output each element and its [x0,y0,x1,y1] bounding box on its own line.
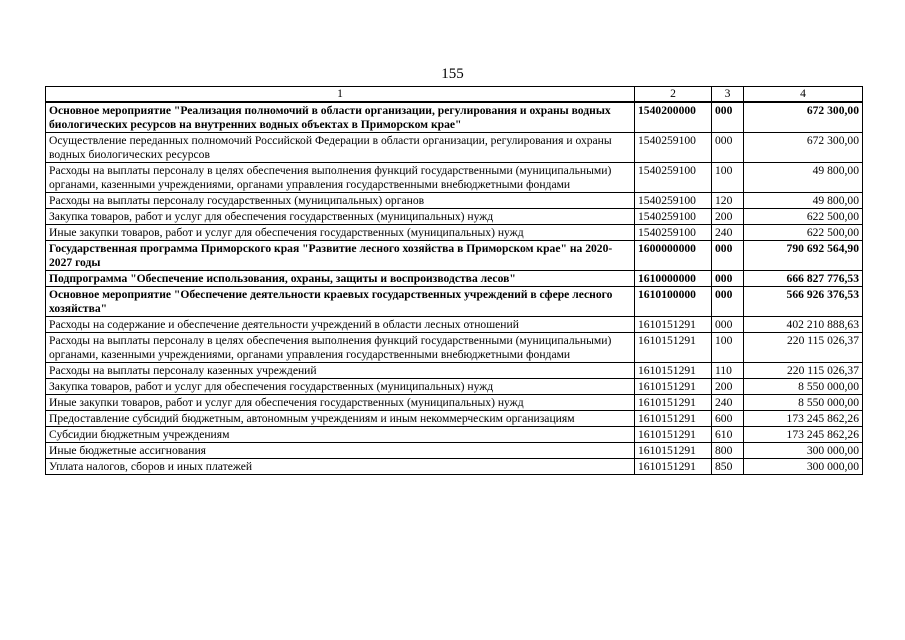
row-code-cell: 1600000000 [635,241,712,271]
row-code-cell: 1610151291 [635,379,712,395]
row-amount-cell: 672 300,00 [744,102,863,133]
row-amount-cell: 300 000,00 [744,443,863,459]
row-code-cell: 1540259100 [635,133,712,163]
row-name-cell: Иные закупки товаров, работ и услуг для обеспечения государственных (муниципальных) нужд [46,225,635,241]
row-amount-cell: 300 000,00 [744,459,863,475]
row-type-cell: 240 [712,395,744,411]
table-row [46,225,863,241]
row-name-cell: Субсидии бюджетным учреждениям [46,427,635,443]
row-code-cell: 1610151291 [635,443,712,459]
row-type-cell: 200 [712,379,744,395]
row-name-cell: Закупка товаров, работ и услуг для обеспечения государственных (муниципальных) нужд [46,209,635,225]
row-code-cell: 1540200000 [635,102,712,133]
table-row [46,427,863,443]
row-amount-cell: 49 800,00 [744,163,863,193]
row-code-cell: 1540259100 [635,209,712,225]
table-row [46,379,863,395]
row-name-cell: Расходы на содержание и обеспечение деятельности учреждений в области лесных отношений [46,317,635,333]
table-row [46,459,863,475]
table-row [46,193,863,209]
budget-table [45,86,863,475]
row-code-cell: 1540259100 [635,225,712,241]
row-amount-cell: 622 500,00 [744,225,863,241]
row-amount-cell: 8 550 000,00 [744,395,863,411]
row-amount-cell: 49 800,00 [744,193,863,209]
row-amount-cell: 672 300,00 [744,133,863,163]
row-name-cell: Подпрограмма "Обеспечение использования, охраны, защиты и воспроизводства лесов" [46,271,635,287]
row-amount-cell: 790 692 564,90 [744,241,863,271]
row-type-cell: 610 [712,427,744,443]
table-row [46,271,863,287]
row-code-cell: 1610151291 [635,317,712,333]
table-row [46,411,863,427]
row-code-cell: 1610151291 [635,395,712,411]
header-cell-code: 2 [635,87,712,103]
header-row [46,87,863,103]
row-type-cell: 000 [712,241,744,271]
table-row [46,317,863,333]
row-name-cell: Уплата налогов, сборов и иных платежей [46,459,635,475]
row-type-cell: 240 [712,225,744,241]
row-name-cell: Расходы на выплаты персоналу в целях обеспечения выполнения функций государственными (муниципальными) органами, казенными учреждениями, органами управления государственными внебюджетными фондами [46,333,635,363]
row-amount-cell: 666 827 776,53 [744,271,863,287]
row-code-cell: 1610000000 [635,271,712,287]
table-row [46,395,863,411]
row-name-cell: Основное мероприятие "Реализация полномочий в области организации, регулирования и охраны водных биологических ресурсов на внутренних водных объектах в Приморском крае" [46,102,635,133]
table-row [46,241,863,271]
row-name-cell: Расходы на выплаты персоналу казенных учреждений [46,363,635,379]
row-code-cell: 1610151291 [635,363,712,379]
row-type-cell: 000 [712,271,744,287]
row-amount-cell: 8 550 000,00 [744,379,863,395]
row-amount-cell: 622 500,00 [744,209,863,225]
row-code-cell: 1610151291 [635,411,712,427]
row-type-cell: 000 [712,287,744,317]
row-code-cell: 1540259100 [635,193,712,209]
row-type-cell: 120 [712,193,744,209]
header-cell-amount: 4 [744,87,863,103]
row-type-cell: 000 [712,133,744,163]
header-cell-type: 3 [712,87,744,103]
row-amount-cell: 220 115 026,37 [744,333,863,363]
row-code-cell: 1610100000 [635,287,712,317]
row-name-cell: Закупка товаров, работ и услуг для обеспечения государственных (муниципальных) нужд [46,379,635,395]
table-row [46,333,863,363]
row-name-cell: Расходы на выплаты персоналу в целях обеспечения выполнения функций государственными (муниципальными) органами, казенными учреждениями, органами управления государственными внебюджетными фондами [46,163,635,193]
row-amount-cell: 220 115 026,37 [744,363,863,379]
row-type-cell: 850 [712,459,744,475]
row-amount-cell: 173 245 862,26 [744,427,863,443]
table-row [46,163,863,193]
table-row [46,443,863,459]
row-type-cell: 800 [712,443,744,459]
row-name-cell: Государственная программа Приморского края "Развитие лесного хозяйства в Приморском крае" на 2020-2027 годы [46,241,635,271]
header-cell-name: 1 [46,87,635,103]
row-type-cell: 100 [712,163,744,193]
row-amount-cell: 402 210 888,63 [744,317,863,333]
row-name-cell: Основное мероприятие "Обеспечение деятельности краевых государственных учреждений в сфере лесного хозяйства" [46,287,635,317]
row-name-cell: Осуществление переданных полномочий Российской Федерации в области организации, регулирования и охраны водных биологических ресурсов [46,133,635,163]
row-amount-cell: 173 245 862,26 [744,411,863,427]
row-code-cell: 1610151291 [635,459,712,475]
row-type-cell: 100 [712,333,744,363]
table-row [46,133,863,163]
row-name-cell: Иные бюджетные ассигнования [46,443,635,459]
row-code-cell: 1610151291 [635,427,712,443]
page-number: 155 [441,66,464,82]
row-type-cell: 110 [712,363,744,379]
row-name-cell: Предоставление субсидий бюджетным, автономным учреждениям и иным некоммерческим организациям [46,411,635,427]
row-amount-cell: 566 926 376,53 [744,287,863,317]
row-type-cell: 000 [712,317,744,333]
table-row [46,209,863,225]
table-row [46,287,863,317]
row-type-cell: 200 [712,209,744,225]
table-row [46,363,863,379]
row-type-cell: 600 [712,411,744,427]
row-code-cell: 1610151291 [635,333,712,363]
row-type-cell: 000 [712,102,744,133]
row-name-cell: Иные закупки товаров, работ и услуг для обеспечения государственных (муниципальных) нужд [46,395,635,411]
table-row [46,102,863,133]
table-body [46,102,863,475]
row-code-cell: 1540259100 [635,163,712,193]
row-name-cell: Расходы на выплаты персоналу государственных (муниципальных) органов [46,193,635,209]
